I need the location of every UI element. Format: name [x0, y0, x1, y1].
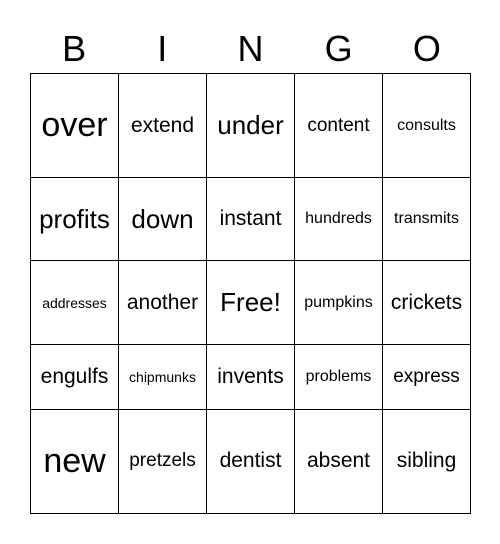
header-letter-b: B: [62, 28, 87, 69]
free-space-cell: Free!: [207, 261, 295, 344]
bingo-cell: engulfs: [31, 344, 119, 409]
bingo-cell: profits: [31, 178, 119, 261]
bingo-cell: instant: [207, 178, 295, 261]
bingo-cell: crickets: [383, 261, 471, 344]
board-row: [31, 261, 471, 344]
bingo-cell: pretzels: [119, 409, 207, 513]
bingo-cell: hundreds: [295, 178, 383, 261]
bingo-cell: pumpkins: [295, 261, 383, 344]
board-row: [31, 178, 471, 261]
bingo-header: [30, 26, 471, 72]
bingo-cell: over: [31, 74, 119, 178]
header-letter-o: O: [412, 28, 441, 69]
bingo-board: [30, 73, 471, 514]
bingo-cell: dentist: [207, 409, 295, 513]
bingo-cell: absent: [295, 409, 383, 513]
bingo-cell: consults: [383, 74, 471, 178]
board-row: [31, 74, 471, 178]
bingo-cell: problems: [295, 344, 383, 409]
bingo-cell: addresses: [31, 261, 119, 344]
header-letter-i: I: [157, 28, 168, 69]
header-letter-g: G: [324, 28, 353, 69]
bingo-cell: another: [119, 261, 207, 344]
bingo-cell: under: [207, 74, 295, 178]
bingo-cell: express: [383, 344, 471, 409]
bingo-cell: chipmunks: [119, 344, 207, 409]
bingo-cell: transmits: [383, 178, 471, 261]
header-letter-n: N: [237, 28, 264, 69]
board-row: [31, 344, 471, 409]
bingo-cell: sibling: [383, 409, 471, 513]
bingo-cell: content: [295, 74, 383, 178]
bingo-cell: new: [31, 409, 119, 513]
bingo-cell: invents: [207, 344, 295, 409]
board-row: [31, 409, 471, 513]
bingo-cell: extend: [119, 74, 207, 178]
bingo-cell: down: [119, 178, 207, 261]
